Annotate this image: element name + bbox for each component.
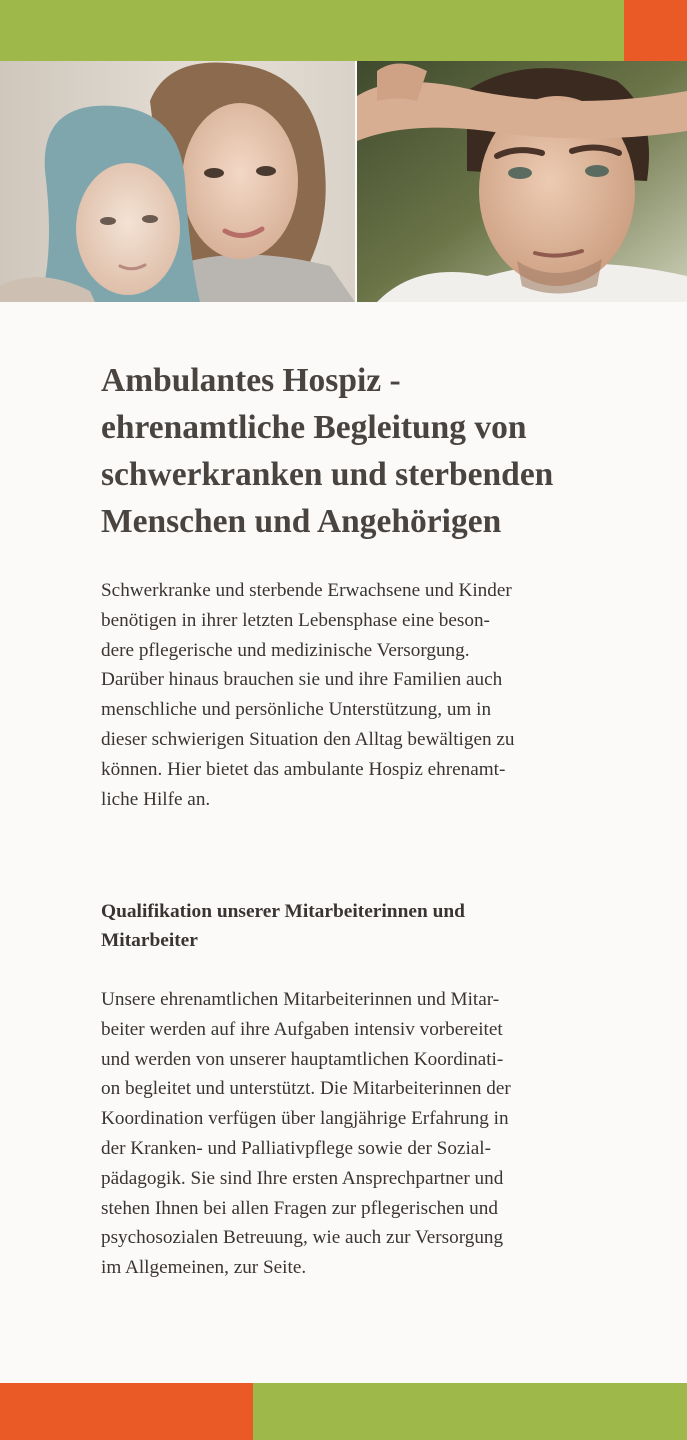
qualification-line: Koordination verfügen über langjährige Erfahrung in (101, 1108, 509, 1130)
bottom-orange-block (0, 1383, 253, 1440)
top-orange-block (624, 0, 687, 61)
headline-line: ehrenamtliche Begleitung von (101, 409, 527, 446)
qualification-heading (101, 897, 641, 955)
headline-line: schwerkranken und sterbenden (101, 456, 554, 493)
headline-line: Ambulantes Hospiz - (101, 362, 401, 399)
qualification-line: pädagogik. Sie sind Ihre ersten Ansprechpartner und (101, 1167, 504, 1189)
qualification-line: der Kranken- und Palliativpflege sowie der Sozial- (101, 1137, 492, 1159)
qualification-line: im Allgemeinen, zur Seite. (101, 1257, 307, 1279)
photo-young-man (357, 61, 687, 302)
qualification-heading-line: Qualifikation unserer Mitarbeiterinnen und (101, 901, 465, 922)
qualification-heading-line: Mitarbeiter (101, 930, 198, 951)
intro-paragraph (101, 576, 641, 814)
intro-line: dieser schwierigen Situation den Alltag bewältigen zu (101, 728, 515, 750)
intro-line: benötigen in ihrer letzten Lebensphase eine beson- (101, 609, 490, 631)
qualification-line: und werden von unserer hauptamtlichen Koordinati- (101, 1048, 504, 1070)
qualification-line: Unsere ehrenamtlichen Mitarbeiterinnen und Mitar- (101, 989, 500, 1010)
qualification-line: on begleitet und unterstützt. Die Mitarbeiterinnen der (101, 1078, 511, 1100)
intro-line: Darüber hinaus brauchen sie und ihre Familien auch (101, 669, 503, 691)
intro-line: Schwerkranke und sterbende Erwachsene und Kinder (101, 580, 512, 601)
photo-young-man-illustration (357, 61, 687, 302)
page-title (101, 357, 641, 545)
intro-line: können. Hier bietet das ambulante Hospiz ehrenamt- (101, 758, 506, 780)
qualification-paragraph (101, 985, 641, 1283)
intro-line: dere pflegerische und medizinische Versorgung. (101, 639, 470, 661)
qualification-line: beiter werden auf ihre Aufgaben intensiv vorbereitet (101, 1018, 503, 1040)
intro-line: menschliche und persönliche Unterstützung, um in (101, 699, 492, 721)
headline-line: Menschen und Angehörigen (101, 503, 502, 540)
photo-patient-and-companion (0, 61, 355, 302)
bottom-color-bar (0, 1383, 687, 1440)
top-color-bar (0, 0, 687, 61)
top-green-stripe (0, 0, 624, 61)
intro-line: liche Hilfe an. (101, 788, 211, 810)
qualification-line: psychosozialen Betreuung, wie auch zur Versorgung (101, 1227, 504, 1249)
bottom-green-stripe (253, 1383, 687, 1440)
photo-patient-and-companion-illustration (0, 61, 355, 302)
qualification-line: stehen Ihnen bei allen Fragen zur pflegerischen und (101, 1197, 498, 1219)
